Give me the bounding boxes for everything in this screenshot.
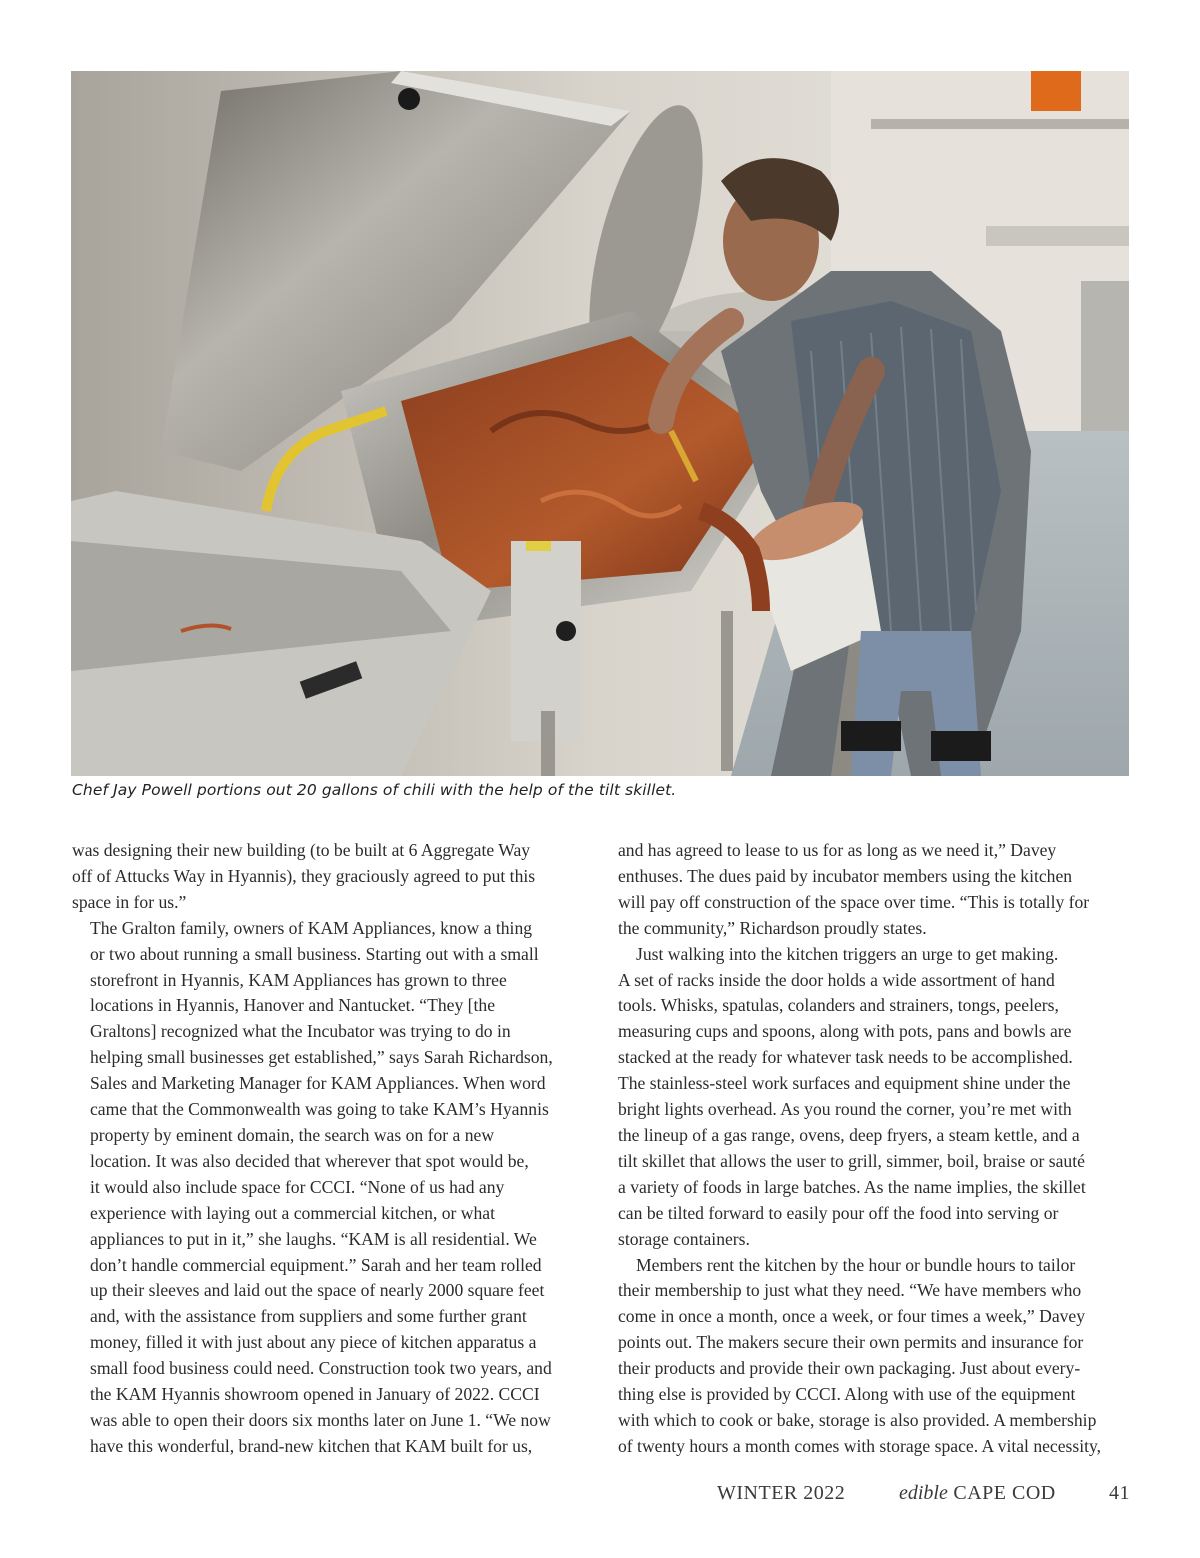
text-line: thing else is provided by CCCI. Along with use of the equipment [618, 1384, 1076, 1405]
text-line: come in once a month, once a week, or four times a week,” Davey [618, 1306, 1086, 1327]
right-column [618, 838, 1130, 1460]
text-line: locations in Hyannis, Hanover and Nantucket. “They [the [90, 995, 496, 1016]
text-line: the KAM Hyannis showroom opened in January of 2022. CCCI [90, 1384, 540, 1405]
text-line: The Gralton family, owners of KAM Appliances, know a thing [90, 917, 533, 938]
text-line: and has agreed to lease to us for as long as we need it,” Davey [618, 840, 1057, 860]
kitchen-photo-illustration [71, 71, 1129, 776]
text-line: the community,” Richardson proudly states. [618, 917, 927, 938]
text-line: will pay off construction of the space over time. “This is totally for [618, 891, 1090, 912]
text-line: have this wonderful, brand-new kitchen that KAM built for us, [90, 1435, 533, 1456]
text-line: property by eminent domain, the search was on for a new [90, 1124, 495, 1145]
text-line: Just walking into the kitchen triggers an urge to get making. [636, 943, 1059, 964]
text-line: of twenty hours a month comes with storage space. A vital necessity, [618, 1435, 1102, 1456]
text-line: space in for us.” [72, 891, 187, 912]
paragraph [618, 838, 1130, 942]
text-line: small food business could need. Construction took two years, and [90, 1358, 552, 1379]
paragraph [72, 916, 584, 1460]
left-column [72, 838, 584, 1460]
text-line: their products and provide their own packaging. Just about every- [618, 1358, 1081, 1379]
text-line: location. It was also decided that wherever that spot would be, [90, 1150, 529, 1171]
text-line: was able to open their doors six months later on June 1. “We now [90, 1409, 551, 1430]
text-line: their membership to just what they need. “We have members who [618, 1280, 1082, 1301]
page-number: 41 [1109, 1482, 1130, 1504]
text-line: the lineup of a gas range, ovens, deep fryers, a steam kettle, and a [618, 1124, 1080, 1145]
text-line: don’t handle commercial equipment.” Sarah and her team rolled [90, 1254, 542, 1275]
text-line: was designing their new building (to be built at 6 Aggregate Way [72, 840, 531, 860]
text-line: Graltons] recognized what the Incubator was trying to do in [90, 1021, 511, 1042]
text-line: tools. Whisks, spatulas, colanders and strainers, tongs, peelers, [618, 995, 1059, 1016]
photo-caption: Chef Jay Powell portions out 20 gallons of chili with the help of the tilt skillet. [72, 781, 677, 799]
text-line: it would also include space for CCCI. “None of us had any [90, 1176, 505, 1197]
publication-name [899, 1482, 1056, 1505]
text-line: a variety of foods in large batches. As the name implies, the skillet [618, 1176, 1086, 1197]
issue-label: WINTER 2022 [717, 1482, 846, 1504]
text-line: Members rent the kitchen by the hour or bundle hours to tailor [636, 1254, 1076, 1275]
text-line: experience with laying out a commercial kitchen, or what [90, 1202, 495, 1223]
publication-brand: edible [899, 1482, 948, 1504]
text-line: came that the Commonwealth was going to take KAM’s Hyannis [90, 1099, 549, 1120]
text-line: or two about running a small business. Starting out with a small [90, 943, 539, 964]
text-line: points out. The makers secure their own permits and insurance for [618, 1332, 1084, 1353]
kitchen-photo [71, 71, 1129, 776]
text-line: money, filled it with just about any piece of kitchen apparatus a [90, 1332, 537, 1353]
text-line: Sales and Marketing Manager for KAM Appliances. When word [90, 1073, 546, 1094]
text-line: and, with the assistance from suppliers and some further grant [90, 1306, 527, 1327]
text-line: with which to cook or bake, storage is also provided. A membership [618, 1409, 1097, 1430]
text-line: tilt skillet that allows the user to grill, simmer, boil, braise or sauté [618, 1150, 1085, 1171]
text-line: A set of racks inside the door holds a wide assortment of hand [618, 969, 1055, 990]
text-line: up their sleeves and laid out the space of nearly 2000 square feet [90, 1280, 545, 1301]
text-line: enthuses. The dues paid by incubator members using the kitchen [618, 865, 1073, 886]
paragraph [618, 1253, 1130, 1460]
text-line: storage containers. [618, 1228, 750, 1249]
text-line: appliances to put in it,” she laughs. “KAM is all residential. We [90, 1228, 537, 1249]
paragraph [618, 942, 1130, 1253]
paragraph [72, 838, 584, 916]
text-line: off of Attucks Way in Hyannis), they graciously agreed to put this [72, 865, 536, 886]
text-line: stacked at the ready for whatever task needs to be accomplished. [618, 1047, 1073, 1068]
text-line: bright lights overhead. As you round the corner, you’re met with [618, 1099, 1072, 1120]
text-line: helping small businesses get established,” says Sarah Richardson, [90, 1047, 553, 1068]
publication-region: CAPE COD [953, 1482, 1056, 1504]
text-line: The stainless-steel work surfaces and equipment shine under the [618, 1073, 1071, 1094]
text-line: storefront in Hyannis, KAM Appliances has grown to three [90, 969, 507, 990]
text-line: can be tilted forward to easily pour off the food into serving or [618, 1202, 1059, 1223]
text-line: measuring cups and spoons, along with pots, pans and bowls are [618, 1021, 1072, 1042]
